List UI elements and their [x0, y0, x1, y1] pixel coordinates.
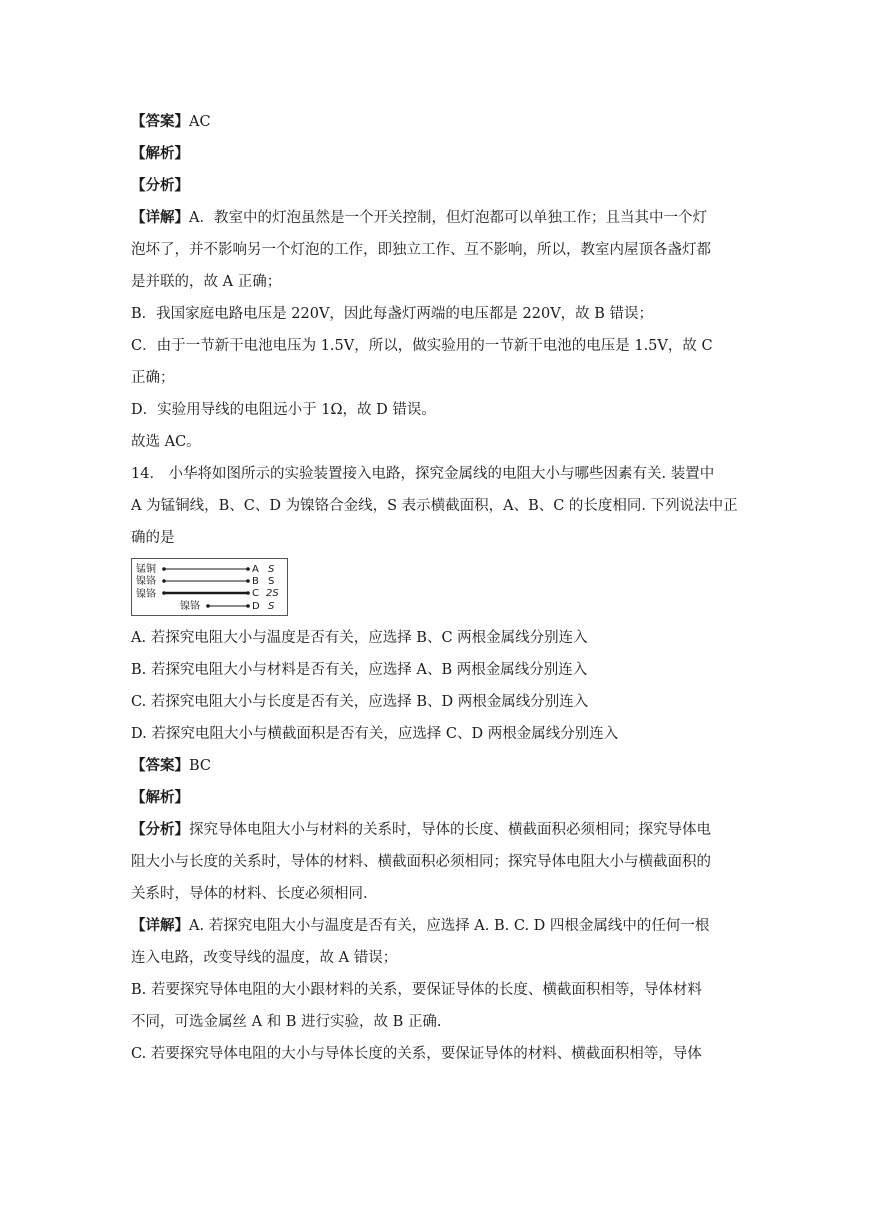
q14-option-c: C. 若探究电阻大小与长度是否有关，应选择 B、D 两根金属线分别连入 [131, 694, 589, 710]
wire-d-area: S [268, 601, 275, 612]
q14-detail-a-line1: 【详解】A. 若探究电阻大小与温度是否有关，应选择 A. B. C. D 四根金属线中的任何一根 [131, 917, 710, 934]
q14-detail-c-line1: C. 若要探究导体电阻的大小与导体长度的关系，要保证导体的材料、横截面积相等，导体 [131, 1046, 702, 1062]
q13-detail-a-line1: 【详解】A．教室中的灯泡虽然是一个开关控制，但灯泡都可以单独工作；且当其中一个灯 [131, 209, 707, 226]
q13-analysis-tag: 【解析】 [131, 145, 189, 162]
q14-stem-line1: 14． 小华将如图所示的实验装置接入电路，探究金属线的电阻大小与哪些因素有关. 装置中 [131, 466, 715, 482]
q13-detail-a-line2: 泡坏了，并不影响另一个灯泡的工作，即独立工作、互不影响，所以，教室内屋顶各盏灯都 [131, 242, 711, 258]
q14-stem-line2: A 为锰铜线，B、C、D 为镍铬合金线，S 表示横截面积，A、B、C 的长度相同. 下列说法中正 [131, 498, 738, 514]
q13-conclusion: 故选 AC。 [131, 434, 201, 450]
q13-answer-line [131, 106, 743, 138]
detail-tag: 【详解】 [131, 917, 189, 934]
q13-fenxi-tag: 【分析】 [131, 177, 189, 194]
wire-c-area: 2S [266, 588, 279, 599]
q14-option-b: B. 若探究电阻大小与材料是否有关，应选择 A、B 两根金属线分别连入 [131, 662, 588, 678]
q14-detail-b-line1: B. 若要探究导体电阻的大小跟材料的关系，要保证导体的长度、横截面积相等，导体材料 [131, 982, 702, 998]
wire-c-right-terminal [246, 591, 250, 595]
wire-figure [131, 558, 288, 616]
q13-detail-c-line2: 正确； [131, 370, 175, 386]
wire-b-right-terminal [246, 579, 250, 583]
q13-detail-b: B．我国家庭电路电压是 220V，因此每盏灯两端的电压都是 220V，故 B 错误； [131, 306, 654, 322]
q14-stem-line3: 确的是 [131, 530, 175, 546]
q14-option-d: D. 若探究电阻大小与横截面积是否有关，应选择 C、D 两根金属线分别连入 [131, 726, 619, 742]
document-body [131, 106, 743, 1070]
q14-fenxi-line3: 关系时，导体的材料、长度必须相同. [131, 886, 368, 902]
wire-a-material: 锰铜 [136, 564, 156, 575]
q14-detail-a-line2: 连入电路，改变导线的温度，故 A 错误； [131, 950, 398, 966]
q14-option-a: A. 若探究电阻大小与温度是否有关，应选择 B、C 两根金属线分别连入 [131, 630, 588, 646]
q13-detail-d: D．实验用导线的电阻远小于 1Ω，故 D 错误。 [131, 402, 436, 418]
wire-d-letter: D [252, 601, 260, 612]
q14-fenxi-line2: 阻大小与长度的关系时，导体的材料、横截面积必须相同；探究导体电阻大小与横截面积的 [131, 854, 711, 870]
wire-d-right-terminal [246, 604, 250, 608]
wire-a-right-terminal [246, 567, 250, 571]
q14-answer-line [131, 750, 743, 782]
answer-value: AC [189, 114, 211, 130]
wire-b-letter: B [252, 576, 259, 587]
wire-b-area: S [268, 576, 275, 587]
q13-detail-c-line1: C．由于一节新干电池电压为 1.5V，所以，做实验用的一节新干电池的电压是 1.5V，故 C [131, 338, 713, 354]
wire-a-area: S [268, 564, 275, 575]
wire-c-letter: C [252, 588, 259, 599]
answer-value: BC [189, 758, 212, 774]
q14-fenxi-line1: 【分析】探究导体电阻大小与材料的关系时，导体的长度、横截面积必须相同；探究导体电 [131, 821, 711, 838]
q13-detail-a-line3: 是并联的，故 A 正确； [131, 274, 282, 290]
wire-a-letter: A [252, 564, 259, 575]
fenxi-tag: 【分析】 [131, 821, 189, 838]
wire-b-material: 镍铬 [136, 576, 156, 587]
detail-tag: 【详解】 [131, 209, 189, 226]
answer-tag: 【答案】 [131, 113, 189, 130]
wire-diagram [132, 559, 287, 615]
q14-detail-b-line2: 不同，可选金属丝 A 和 B 进行实验，故 B 正确. [131, 1014, 442, 1030]
wire-d-material: 镍铬 [180, 601, 200, 612]
wire-c-material: 镍铬 [136, 589, 156, 600]
q14-analysis-tag: 【解析】 [131, 789, 189, 806]
answer-tag: 【答案】 [131, 757, 189, 774]
